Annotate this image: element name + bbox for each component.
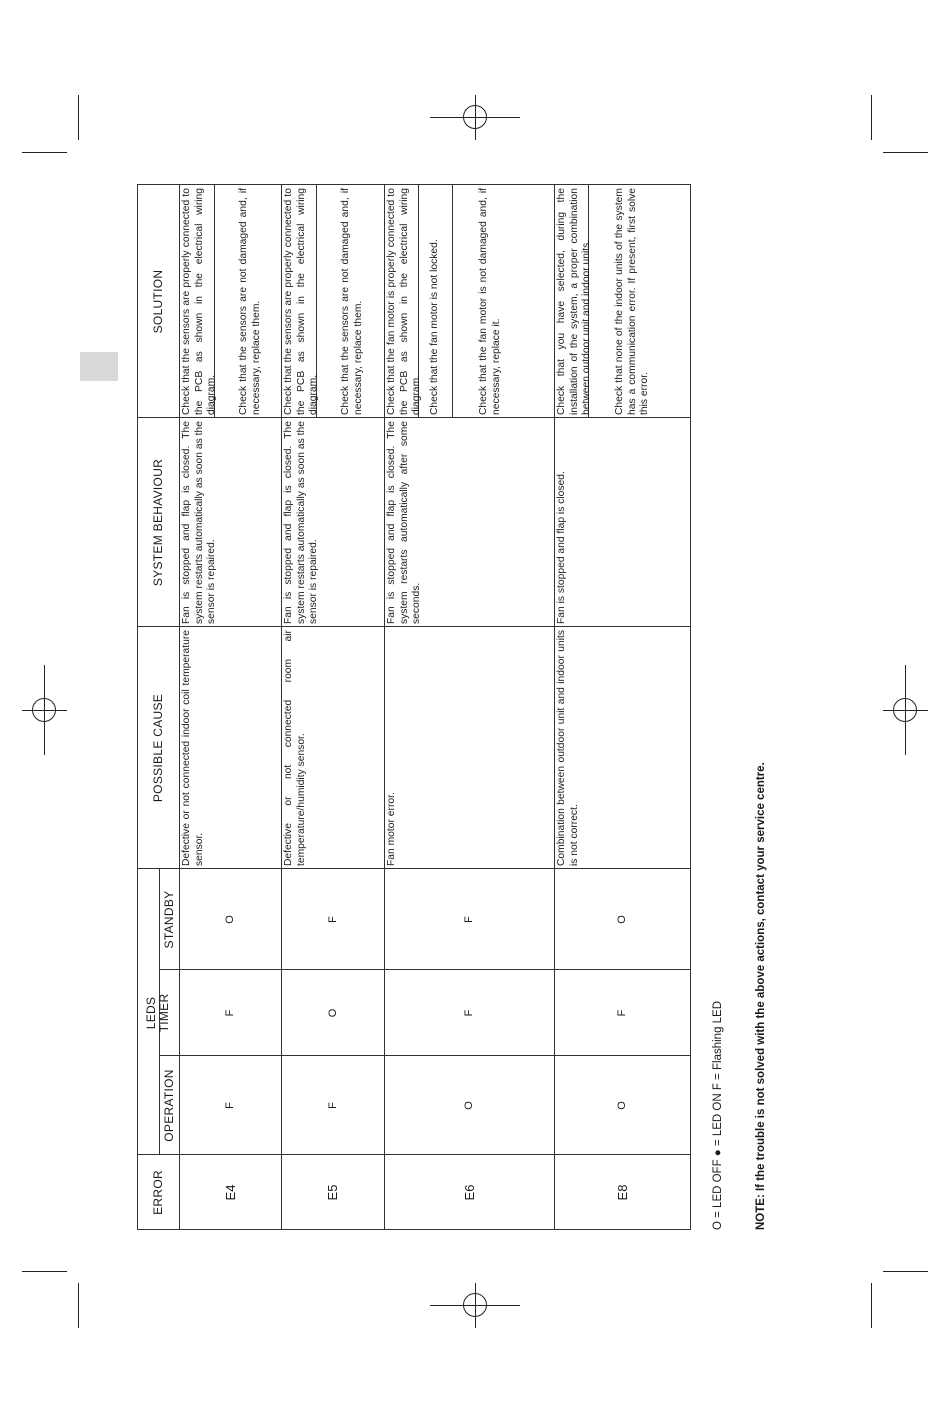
section-tab	[80, 352, 118, 381]
header-timer: TIMER	[157, 993, 171, 1033]
led-standby: O	[224, 915, 236, 924]
header-solution: SOLUTION	[150, 269, 165, 334]
solution: Check that the fan motor is not damaged and, if necessary, replace it.	[478, 188, 502, 415]
solution: Check that you have selected, during the installation of the system, a proper combination between outdoor unit and indoor units.	[556, 188, 592, 415]
header-operation: OPERATION	[161, 1069, 176, 1142]
registration-circle	[32, 698, 56, 722]
led-standby: F	[326, 916, 339, 923]
system-behaviour: Fan is stopped and flap is closed.	[556, 471, 567, 624]
led-standby: F	[463, 916, 475, 923]
crop-mark	[871, 1283, 872, 1328]
registration-circle	[893, 698, 917, 722]
page-content	[137, 0, 777, 1230]
header-error: ERROR	[150, 1170, 165, 1215]
solution: Check that the fan motor is not locked.	[429, 239, 440, 415]
led-standby: O	[616, 915, 628, 924]
led-operation: F	[224, 1102, 236, 1109]
solution: Check that the sensors are not damaged and, if necessary, replace them.	[238, 188, 262, 415]
led-operation: F	[326, 1102, 339, 1109]
solution: Check that the fan motor is properly connected to the PCB as shown in the electrical wiring diagram.	[386, 188, 422, 415]
possible-cause: Combination between outdoor unit and indoor units is not correct.	[556, 630, 580, 866]
registration-circle	[463, 1293, 487, 1317]
crop-mark	[883, 152, 928, 153]
solution: Check that none of the indoor units of the system has a communication error. If present, first solve this error.	[614, 188, 650, 415]
header-leds: LEDS	[144, 996, 158, 1030]
header-standby: STANDBY	[161, 890, 176, 949]
led-timer: F	[616, 1009, 628, 1017]
header-possible-cause: POSSIBLE CAUSE	[150, 693, 165, 803]
crop-mark	[22, 152, 67, 153]
led-legend: O = LED OFF ● = LED ON F = Flashing LED	[712, 1000, 724, 1230]
error-code: E6	[461, 1184, 477, 1201]
led-timer: F	[463, 1009, 475, 1017]
system-behaviour: Fan is stopped and flap is closed. The system restarts automatically as soon as the sensor is repaired.	[181, 421, 217, 624]
solution: Check that the sensors are properly connected to the PCB as shown in the electrical wiring diagram.	[283, 188, 319, 415]
header-system-behaviour: SYSTEM BEHAVIOUR	[150, 458, 165, 587]
crop-mark	[883, 1271, 928, 1272]
led-timer: F	[224, 1009, 236, 1017]
solution: Check that the sensors are not damaged and, if necessary, replace them.	[340, 188, 364, 415]
system-behaviour: Fan is stopped and flap is closed. The system restarts automatically as soon as the sensor is repaired.	[283, 421, 319, 624]
possible-cause: Fan motor error.	[386, 792, 397, 866]
solution: Check that the sensors are properly connected to the PCB as shown in the electrical wiring diagram.	[181, 188, 217, 415]
crop-mark	[78, 1283, 79, 1328]
led-operation: O	[463, 1101, 475, 1110]
system-behaviour: Fan is stopped and flap is closed. The system restarts automatically after some seconds.	[386, 421, 422, 624]
error-table	[137, 185, 691, 1230]
service-note: NOTE: If the trouble is not solved with the above actions, contact your service centre.	[755, 762, 767, 1230]
crop-mark	[871, 95, 872, 140]
led-timer: O	[326, 1008, 339, 1018]
led-operation: O	[616, 1101, 628, 1110]
possible-cause: Defective or not connected room air temperature/humidity sensor.	[283, 630, 307, 866]
crop-mark	[22, 1271, 67, 1272]
header-leds-timer	[137, 970, 179, 1056]
possible-cause: Defective or not connected indoor coil temperature sensor.	[181, 630, 205, 866]
error-code: E8	[614, 1184, 630, 1201]
error-code: E5	[325, 1184, 340, 1201]
error-code: E4	[222, 1184, 238, 1201]
crop-mark	[78, 95, 79, 140]
